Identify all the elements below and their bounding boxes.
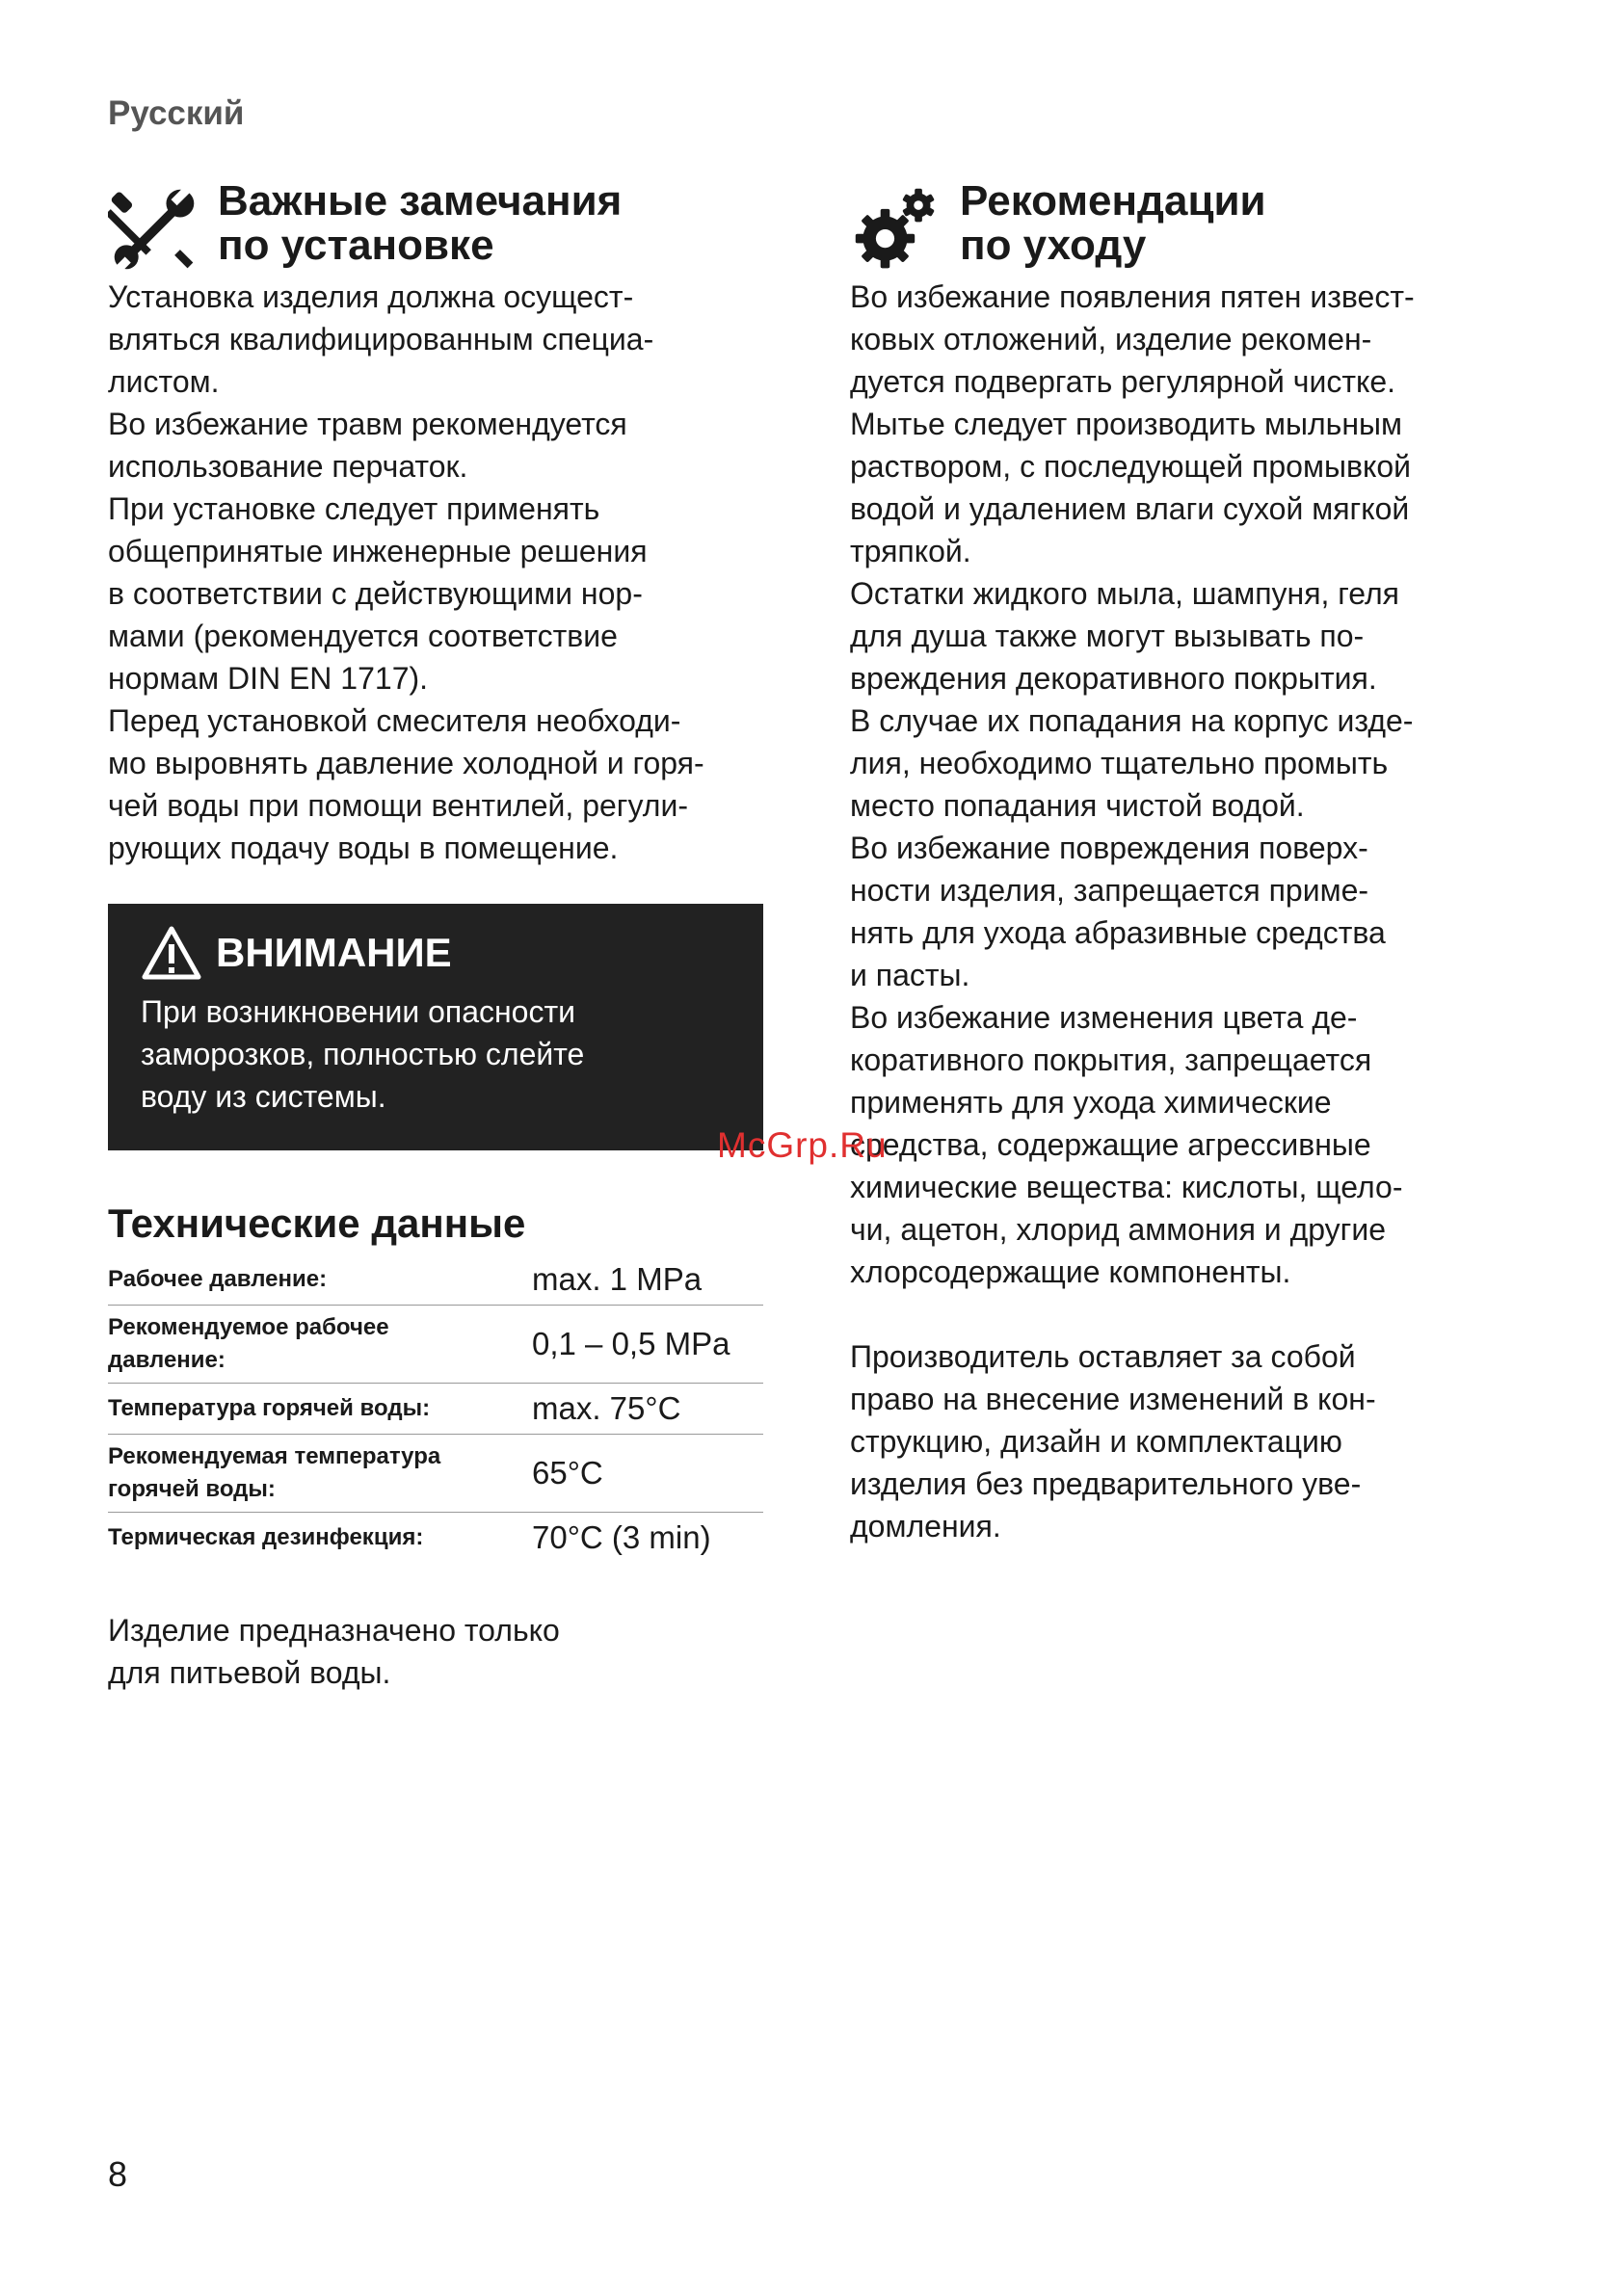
- watermark: McGrp.Ru: [717, 1125, 888, 1165]
- warning-triangle-icon: [141, 925, 202, 981]
- installation-paragraph: Установка изделия должна осущест- вляться квалифицированным специа- листом.: [108, 279, 654, 399]
- manufacturer-note: Производитель оставляет за собой право на внесение изменений в кон- струкцию, дизайн и комплектацию изделия без предварительного уве- домления.: [850, 1339, 1376, 1544]
- tech-data-table: [108, 1254, 763, 1563]
- tech-data-title: Технические данные: [108, 1201, 526, 1246]
- installation-paragraph: Перед установкой смесителя необходи- мо выровнять давление холодной и горя- чей воды при помощи вентилей, регули- рующих подачу воды в помещение.: [108, 703, 704, 865]
- table-row: Температура горячей воды: max. 75°C: [108, 1384, 763, 1435]
- care-paragraph: Во избежание изменения цвета де- коративного покрытия, запрещается применять для ухода химические средства, содержащие агрессивные химические вещества: кислоты, щело- чи, ацетон, хлорид аммония и другие хлорсодержащие компоненты.: [850, 1000, 1403, 1289]
- drinking-water-note: Изделие предназначено только для питьевой воды.: [108, 1613, 560, 1690]
- care-paragraph: Мытье следует производить мыльным раствором, с последующей промывкой водой и удалением влаги сухой мягкой тряпкой.: [850, 407, 1411, 568]
- care-paragraph: Во избежание появления пятен извест- ковых отложений, изделие рекомен- дуется подвергать регулярной чистке.: [850, 279, 1415, 399]
- installation-heading: [108, 179, 763, 276]
- installation-paragraph: Во избежание травм рекомендуется использование перчаток.: [108, 407, 627, 484]
- warning-title: ВНИМАНИЕ: [216, 930, 452, 975]
- installation-column: [108, 179, 763, 1694]
- table-row: Рекомендуемая температура горячей воды: 65°C: [108, 1435, 763, 1513]
- tools-icon: [108, 183, 200, 276]
- warning-text: При возникновении опасности заморозков, полностью слейте воду из системы.: [141, 994, 585, 1114]
- table-row: Термическая дезинфекция: 70°C (3 min): [108, 1519, 711, 1555]
- care-title: Рекомендации по уходу: [960, 177, 1266, 269]
- care-paragraph: Во избежание повреждения поверх- ности изделия, запрещается приме- нять для ухода абразивные средства и пасты.: [850, 831, 1386, 992]
- care-paragraph: Остатки жидкого мыла, шампуня, геля для душа также могут вызывать по- вреждения декоративного покрытия.: [850, 576, 1399, 696]
- care-heading: [850, 179, 1515, 276]
- gears-icon: [850, 183, 942, 276]
- installation-paragraph: При установке следует применять общепринятые инженерные решения в соответствии с действующими нор- мами (рекомендуется соответствие нормам DIN EN 1717).: [108, 491, 648, 696]
- warning-box: [108, 904, 763, 1150]
- installation-title: Важные замечания по установке: [218, 177, 623, 269]
- care-column: [850, 179, 1515, 1547]
- language-label: Русский: [108, 94, 245, 132]
- page-number: 8: [108, 2154, 128, 2194]
- table-row: Рабочее давление: max. 1 MPa: [108, 1254, 763, 1306]
- care-paragraph: В случае их попадания на корпус изде- лия, необходимо тщательно промыть место попадания чистой водой.: [850, 703, 1414, 823]
- table-row: Рекомендуемое рабочее давление: 0,1 – 0,5 MPa: [108, 1306, 763, 1384]
